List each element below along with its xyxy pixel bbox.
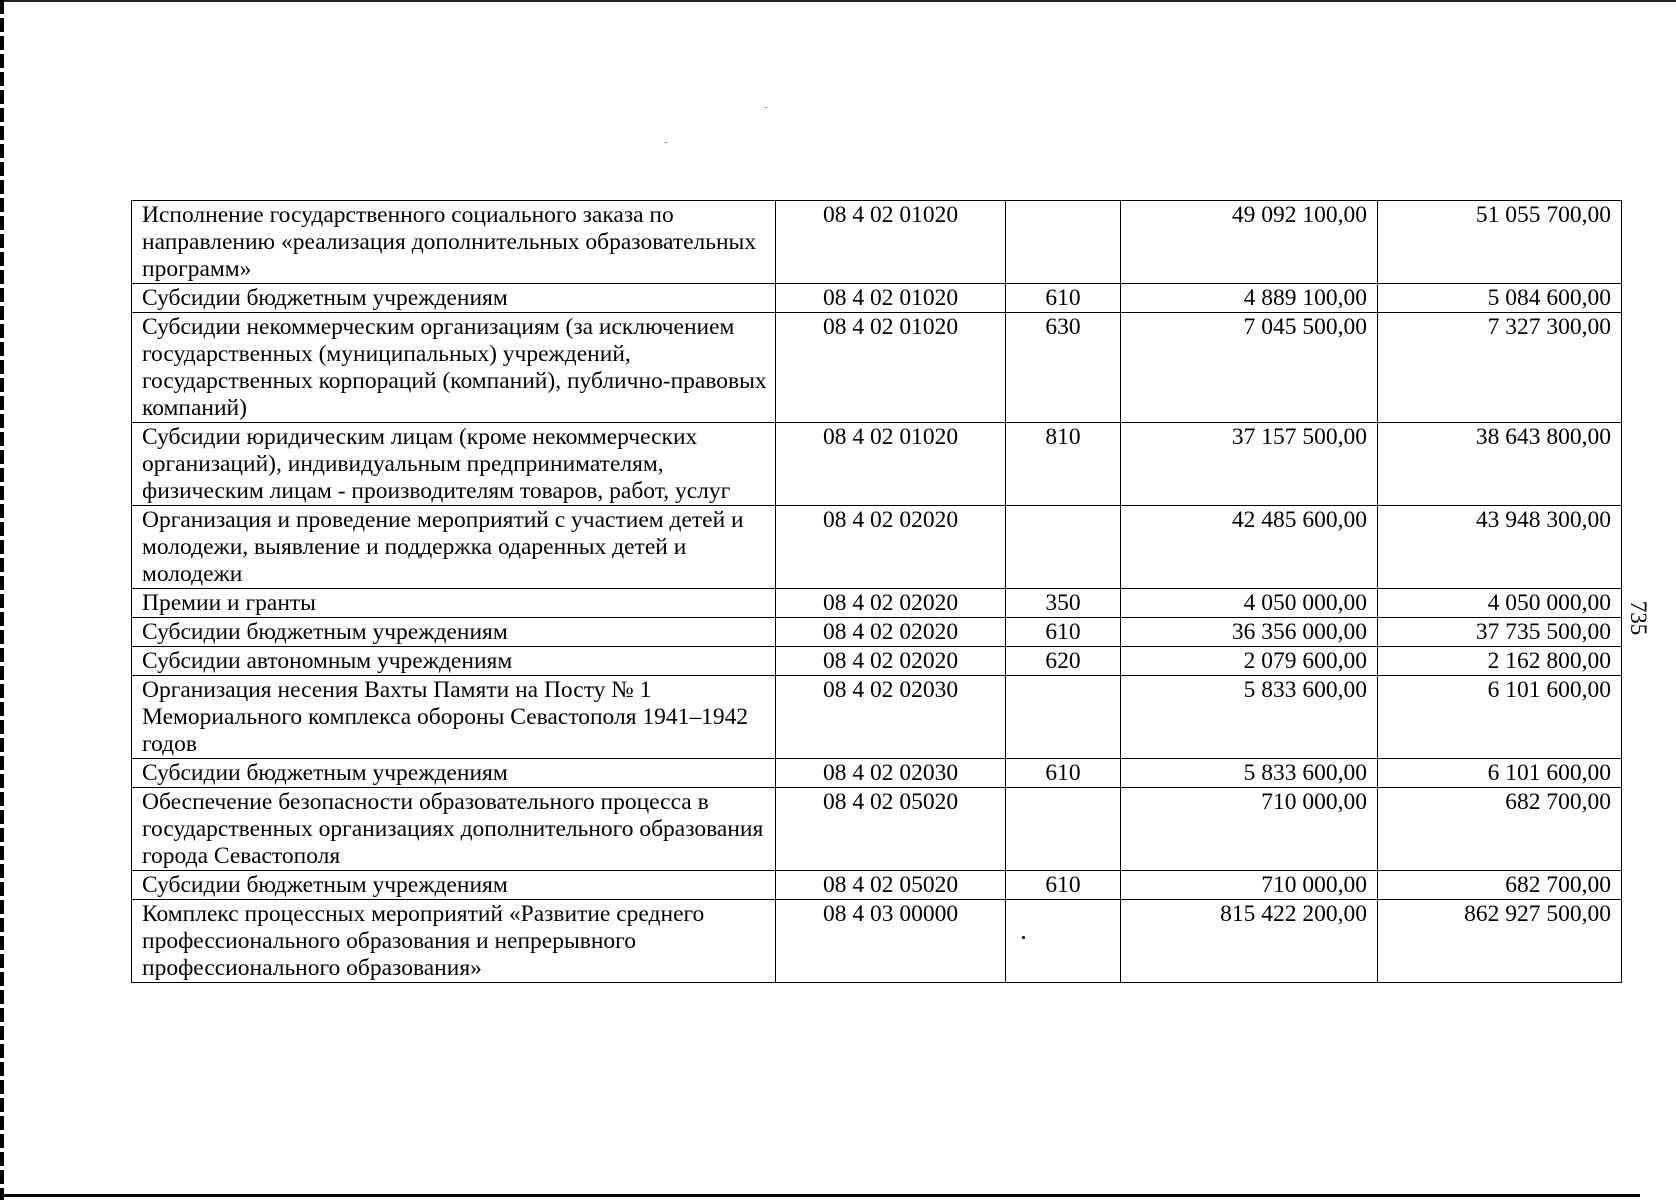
row-code-cell: 08 4 02 01020 <box>776 284 1006 313</box>
row-sum1-cell: 2 079 600,00 <box>1121 647 1378 676</box>
row-sum2-cell: 682 700,00 <box>1378 788 1622 871</box>
row-vr-cell: 350 <box>1006 589 1121 618</box>
row-code-cell: 08 4 02 05020 <box>776 788 1006 871</box>
row-sum2-cell: 4 050 000,00 <box>1378 589 1622 618</box>
table-row <box>132 313 1622 423</box>
row-name-cell: Комплекс процессных мероприятий «Развитие среднего профессионального образования и непрерывного профессионального образования» <box>132 900 776 983</box>
table-row <box>132 284 1622 313</box>
row-vr-cell: 630 <box>1006 313 1121 423</box>
budget-table <box>131 200 1622 983</box>
row-vr-cell <box>1006 676 1121 759</box>
row-sum1-cell: 7 045 500,00 <box>1121 313 1378 423</box>
row-name-cell: Субсидии бюджетным учреждениям <box>132 759 776 788</box>
scan-edge-bottom <box>0 1194 1640 1197</box>
row-vr-cell: 610 <box>1006 871 1121 900</box>
row-sum1-cell: 4 050 000,00 <box>1121 589 1378 618</box>
table-row <box>132 676 1622 759</box>
row-sum1-cell: 4 889 100,00 <box>1121 284 1378 313</box>
row-code-cell: 08 4 02 05020 <box>776 871 1006 900</box>
row-vr-cell <box>1006 900 1121 983</box>
row-name-cell: Субсидии юридическим лицам (кроме некоммерческих организаций), индивидуальным предпринимателям, физическим лицам - производителям товаров, работ, услуг <box>132 423 776 506</box>
row-code-cell: 08 4 02 01020 <box>776 423 1006 506</box>
table-row <box>132 423 1622 506</box>
row-sum2-cell: 682 700,00 <box>1378 871 1622 900</box>
row-sum2-cell: 6 101 600,00 <box>1378 676 1622 759</box>
row-name-cell: Организация несения Вахты Памяти на Посту № 1 Мемориального комплекса обороны Севастополя 1941–1942 годов <box>132 676 776 759</box>
row-sum1-cell: 815 422 200,00 <box>1121 900 1378 983</box>
table-row <box>132 647 1622 676</box>
budget-table-body <box>132 201 1622 983</box>
row-sum1-cell: 42 485 600,00 <box>1121 506 1378 589</box>
row-sum2-cell: 51 055 700,00 <box>1378 201 1622 284</box>
row-name-cell: Субсидии бюджетным учреждениям <box>132 618 776 647</box>
row-name-cell: Субсидии автономным учреждениям <box>132 647 776 676</box>
table-row <box>132 759 1622 788</box>
row-vr-cell <box>1006 201 1121 284</box>
table-row <box>132 871 1622 900</box>
row-sum2-cell: 43 948 300,00 <box>1378 506 1622 589</box>
row-sum2-cell: 862 927 500,00 <box>1378 900 1622 983</box>
row-sum1-cell: 49 092 100,00 <box>1121 201 1378 284</box>
row-code-cell: 08 4 03 00000 <box>776 900 1006 983</box>
row-vr-cell <box>1006 788 1121 871</box>
row-code-cell: 08 4 02 02020 <box>776 618 1006 647</box>
scan-speck <box>765 107 767 108</box>
table-row <box>132 788 1622 871</box>
row-sum2-cell: 5 084 600,00 <box>1378 284 1622 313</box>
row-vr-cell <box>1006 506 1121 589</box>
table-row <box>132 506 1622 589</box>
table-row <box>132 589 1622 618</box>
row-sum2-cell: 2 162 800,00 <box>1378 647 1622 676</box>
row-sum2-cell: 6 101 600,00 <box>1378 759 1622 788</box>
row-vr-cell: 610 <box>1006 759 1121 788</box>
row-code-cell: 08 4 02 02020 <box>776 647 1006 676</box>
row-code-cell: 08 4 02 01020 <box>776 201 1006 284</box>
row-code-cell: 08 4 02 02020 <box>776 506 1006 589</box>
page-number: 735 <box>1626 600 1651 636</box>
row-name-cell: Субсидии некоммерческим организациям (за исключением государственных (муниципальных) учреждений, государственных корпораций (компаний), публично-правовых компаний) <box>132 313 776 423</box>
table-row <box>132 900 1622 983</box>
row-sum2-cell: 37 735 500,00 <box>1378 618 1622 647</box>
row-sum2-cell: 7 327 300,00 <box>1378 313 1622 423</box>
row-sum1-cell: 710 000,00 <box>1121 788 1378 871</box>
scan-edge-left <box>0 0 4 1200</box>
row-code-cell: 08 4 02 02030 <box>776 759 1006 788</box>
row-sum1-cell: 36 356 000,00 <box>1121 618 1378 647</box>
row-name-cell: Исполнение государственного социального заказа по направлению «реализация дополнительных образовательных программ» <box>132 201 776 284</box>
scan-speck <box>665 142 667 143</box>
row-sum1-cell: 710 000,00 <box>1121 871 1378 900</box>
table-row <box>132 201 1622 284</box>
scan-edge-top <box>0 0 1676 2</box>
row-name-cell: Субсидии бюджетным учреждениям <box>132 284 776 313</box>
row-name-cell: Обеспечение безопасности образовательного процесса в государственных организациях дополнительного образования города Севастополя <box>132 788 776 871</box>
row-code-cell: 08 4 02 02020 <box>776 589 1006 618</box>
row-sum1-cell: 5 833 600,00 <box>1121 676 1378 759</box>
row-sum1-cell: 5 833 600,00 <box>1121 759 1378 788</box>
row-name-cell: Организация и проведение мероприятий с участием детей и молодежи, выявление и поддержка одаренных детей и молодежи <box>132 506 776 589</box>
row-vr-cell: 810 <box>1006 423 1121 506</box>
row-vr-cell: 610 <box>1006 284 1121 313</box>
row-name-cell: Премии и гранты <box>132 589 776 618</box>
table-row <box>132 618 1622 647</box>
row-vr-cell: 620 <box>1006 647 1121 676</box>
row-sum2-cell: 38 643 800,00 <box>1378 423 1622 506</box>
row-code-cell: 08 4 02 02030 <box>776 676 1006 759</box>
row-name-cell: Субсидии бюджетным учреждениям <box>132 871 776 900</box>
row-sum1-cell: 37 157 500,00 <box>1121 423 1378 506</box>
row-code-cell: 08 4 02 01020 <box>776 313 1006 423</box>
row-vr-cell: 610 <box>1006 618 1121 647</box>
